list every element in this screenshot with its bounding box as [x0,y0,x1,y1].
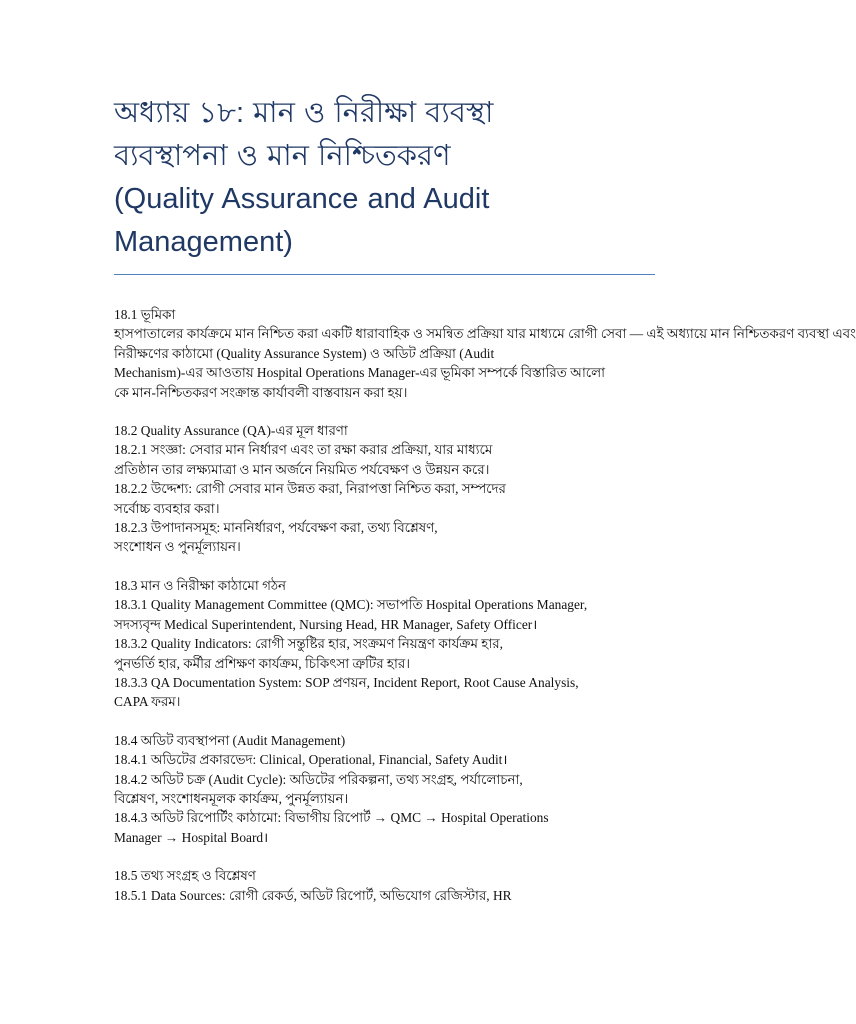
paragraph-line: প্রতিষ্ঠান তার লক্ষ্যমাত্রা ও মান অর্জনে নিয়মিত পর্যবেক্ষণ ও উন্নয়ন করে। [114,461,490,477]
chapter-title [114,92,655,264]
paragraph-line: 18.3.2 Quality Indicators: রোগী সন্তুষ্টির হার, সংক্রমণ নিয়ন্ত্রণ কার্যক্রম হার, [114,636,503,652]
paragraph-line: সদস্যবৃন্দ Medical Superintendent, Nursing Head, HR Manager, Safety Officer। [114,616,538,632]
paragraph-line: Mechanism)-এর আওতায় Hospital Operations Manager-এর ভূমিকা সম্পর্কে বিস্তারিত আলো [114,365,605,381]
paragraph-line: নিরীক্ষণের কাঠামো (Quality Assurance System) ও অডিট প্রক্রিয়া (Audit [114,345,495,361]
paragraph-line: 18.4.2 অডিট চক্র (Audit Cycle): অডিটের পরিকল্পনা, তথ্য সংগ্রহ, পর্যালোচনা, [114,771,523,787]
paragraph-line: 18.5.1 Data Sources: রোগী রেকর্ড, অডিট রিপোর্ট, অভিযোগ রেজিস্টার, HR [114,887,512,903]
paragraph-line: 18.4.3 অডিট রিপোর্টিং কাঠামো: বিভাগীয় রিপোর্ট → QMC → Hospital Operations [114,810,549,826]
paragraph-line: বিশ্লেষণ, সংশোধনমূলক কার্যক্রম, পুনর্মূল্যায়ন। [114,790,349,806]
document-page [114,92,856,924]
paragraph-line: সর্বোচ্চ ব্যবহার করা। [114,500,220,516]
section-18-5 [114,866,655,905]
paragraph-line: CAPA ফরম। [114,694,181,710]
paragraph-line: 18.3.3 QA Documentation System: SOP প্রণয়ন, Incident Report, Root Cause Analysis, [114,674,579,690]
section-18-3 [114,576,655,712]
title-divider [114,274,655,275]
paragraph-line: Manager → Hospital Board। [114,829,269,845]
paragraph-line: 18.2.2 উদ্দেশ্য: রোগী সেবার মান উন্নত করা, নিরাপত্তা নিশ্চিত করা, সম্পদের [114,481,506,497]
paragraph-line: কে মান-নিশ্চিতকরণ সংক্রান্ত কার্যাবলী বাস্তবায়ন করা হয়। [114,384,408,400]
section-18-2 [114,421,655,557]
paragraph-line: 18.2.1 সংজ্ঞা: সেবার মান নির্ধারণ এবং তা রক্ষা করার প্রক্রিয়া, যার মাধ্যমে [114,442,493,458]
paragraph-line: সংশোধন ও পুনর্মূল্যায়ন। [114,539,241,555]
chapter-title-line-2: ব্যবস্থাপনা ও মান নিশ্চিতকরণ [114,140,451,172]
section-heading: 18.3 মান ও নিরীক্ষা কাঠামো গঠন [114,577,287,593]
paragraph-line: হাসপাতালের কার্যক্রমে মান নিশ্চিত করা একটি ধারাবাহিক ও সমন্বিত প্রক্রিয়া যার মাধ্যমে রোগী সেবা — এই অধ্যায়ে মান নিশ্চিতকরণ ব্যবস্থা এবং [114,326,856,342]
section-18-1 [114,305,856,402]
document-body [114,305,856,905]
section-heading: 18.1 ভূমিকা [114,307,176,322]
section-heading: 18.4 অডিট ব্যবস্থাপনা (Audit Management) [114,732,346,748]
paragraph-line: 18.4.1 অডিটের প্রকারভেদ: Clinical, Operational, Financial, Safety Audit। [114,752,508,768]
paragraph-line: পুনর্ভর্তি হার, কর্মীর প্রশিক্ষণ কার্যক্রম, চিকিৎসা ত্রুটির হার। [114,655,410,671]
chapter-title-line-1: অধ্যায় ১৮: মান ও নিরীক্ষা ব্যবস্থা [114,97,494,129]
chapter-title-line-3: (Quality Assurance and Audit Management) [114,183,490,258]
section-heading: 18.5 তথ্য সংগ্রহ ও বিশ্লেষণ [114,868,256,884]
paragraph-line: 18.3.1 Quality Management Committee (QMC): সভাপতি Hospital Operations Manager, [114,597,588,613]
paragraph-line: 18.2.3 উপাদানসমূহ: মাননির্ধারণ, পর্যবেক্ষণ করা, তথ্য বিশ্লেষণ, [114,520,438,536]
section-18-4 [114,731,655,847]
section-heading: 18.2 Quality Assurance (QA)-এর মূল ধারণা [114,423,348,439]
